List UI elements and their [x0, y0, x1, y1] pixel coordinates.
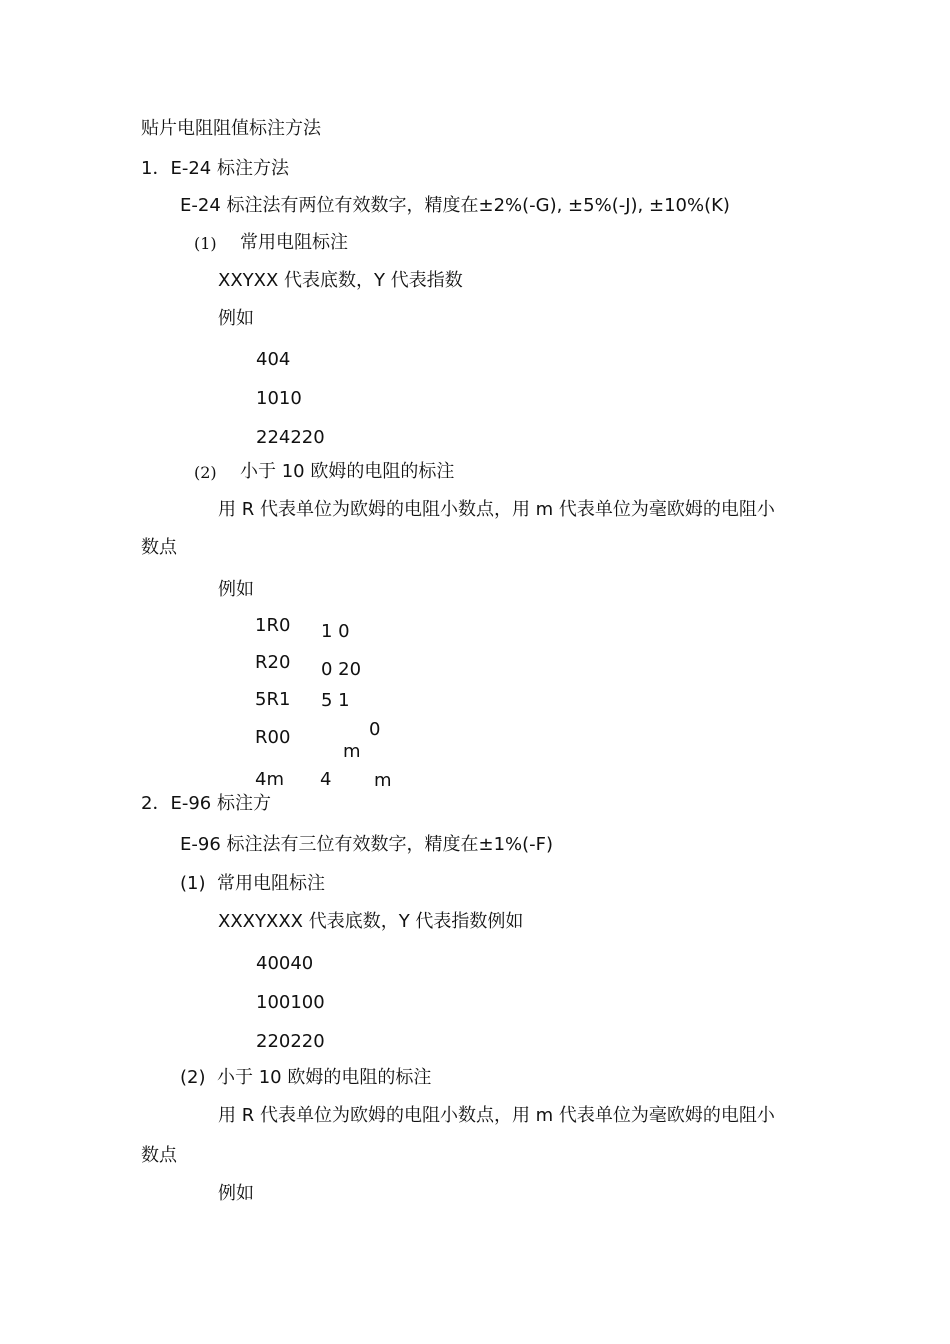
s2-sub1-example: 100100	[256, 992, 325, 1013]
section-2-heading: 2．E-96 标注方	[141, 793, 271, 814]
s1-sub2-rule-line1: 用 R 代表单位为欧姆的电阻小数点，用 m 代表单位为毫欧姆的电阻小	[218, 499, 775, 520]
s1-code: 5R1	[255, 689, 291, 710]
s2-sub1-label: 常用电阻标注	[217, 873, 325, 894]
s1-value: 1 0	[321, 621, 350, 642]
s1-sub2-rule-line2: 数点	[141, 537, 177, 558]
section-1-heading: 1．E-24 标注方法	[141, 158, 289, 179]
s1-code: 4m	[255, 769, 284, 790]
s1-sub1-example: 1010	[256, 388, 302, 409]
s2-sub1-example: 220220	[256, 1031, 325, 1052]
s2-sub2-marker: (2)	[180, 1067, 206, 1088]
s1-sub1-marker: (1)	[194, 234, 217, 253]
s1-code: R00	[255, 727, 291, 748]
section-1-description: E-24 标注法有两位有效数字，精度在±2%(-G), ±5%(-J), ±10%(K)	[180, 195, 730, 216]
s2-sub2-rule-line2: 数点	[141, 1145, 177, 1166]
s1-value: 0	[369, 719, 381, 740]
s2-sub2-label: 小于 10 欧姆的电阻的标注	[217, 1067, 432, 1088]
s1-sub2-label: 小于 10 欧姆的电阻的标注	[240, 461, 455, 482]
s1-value: m	[343, 741, 361, 762]
s1-sub1-example: 404	[256, 349, 291, 370]
s1-sub1-label: 常用电阻标注	[240, 232, 348, 253]
s1-code: R20	[255, 652, 291, 673]
s1-sub2-marker: (2)	[194, 463, 217, 482]
s2-sub1-rule: XXXYXXX 代表底数，Y 代表指数例如	[218, 911, 524, 932]
s1-sub2-example-label: 例如	[218, 579, 254, 600]
s1-value: 0 20	[321, 659, 362, 680]
s1-sub1-example: 224220	[256, 427, 325, 448]
s1-code: 1R0	[255, 615, 291, 636]
s1-value: m	[374, 770, 392, 791]
s1-sub1-rule: XXYXX 代表底数，Y 代表指数	[218, 270, 463, 291]
s2-sub1-example: 40040	[256, 953, 314, 974]
s1-value: 5 1	[321, 690, 350, 711]
s2-sub2-example-label: 例如	[218, 1183, 254, 1204]
s2-sub1-marker: (1)	[180, 873, 206, 894]
s2-sub2-rule-line1: 用 R 代表单位为欧姆的电阻小数点，用 m 代表单位为毫欧姆的电阻小	[218, 1105, 775, 1126]
section-2-description: E-96 标注法有三位有效数字，精度在±1%(-F)	[180, 834, 554, 855]
s1-sub1-example-label: 例如	[218, 308, 254, 329]
s1-value: 4	[320, 769, 332, 790]
document-title: 贴片电阻阻值标注方法	[141, 118, 321, 139]
